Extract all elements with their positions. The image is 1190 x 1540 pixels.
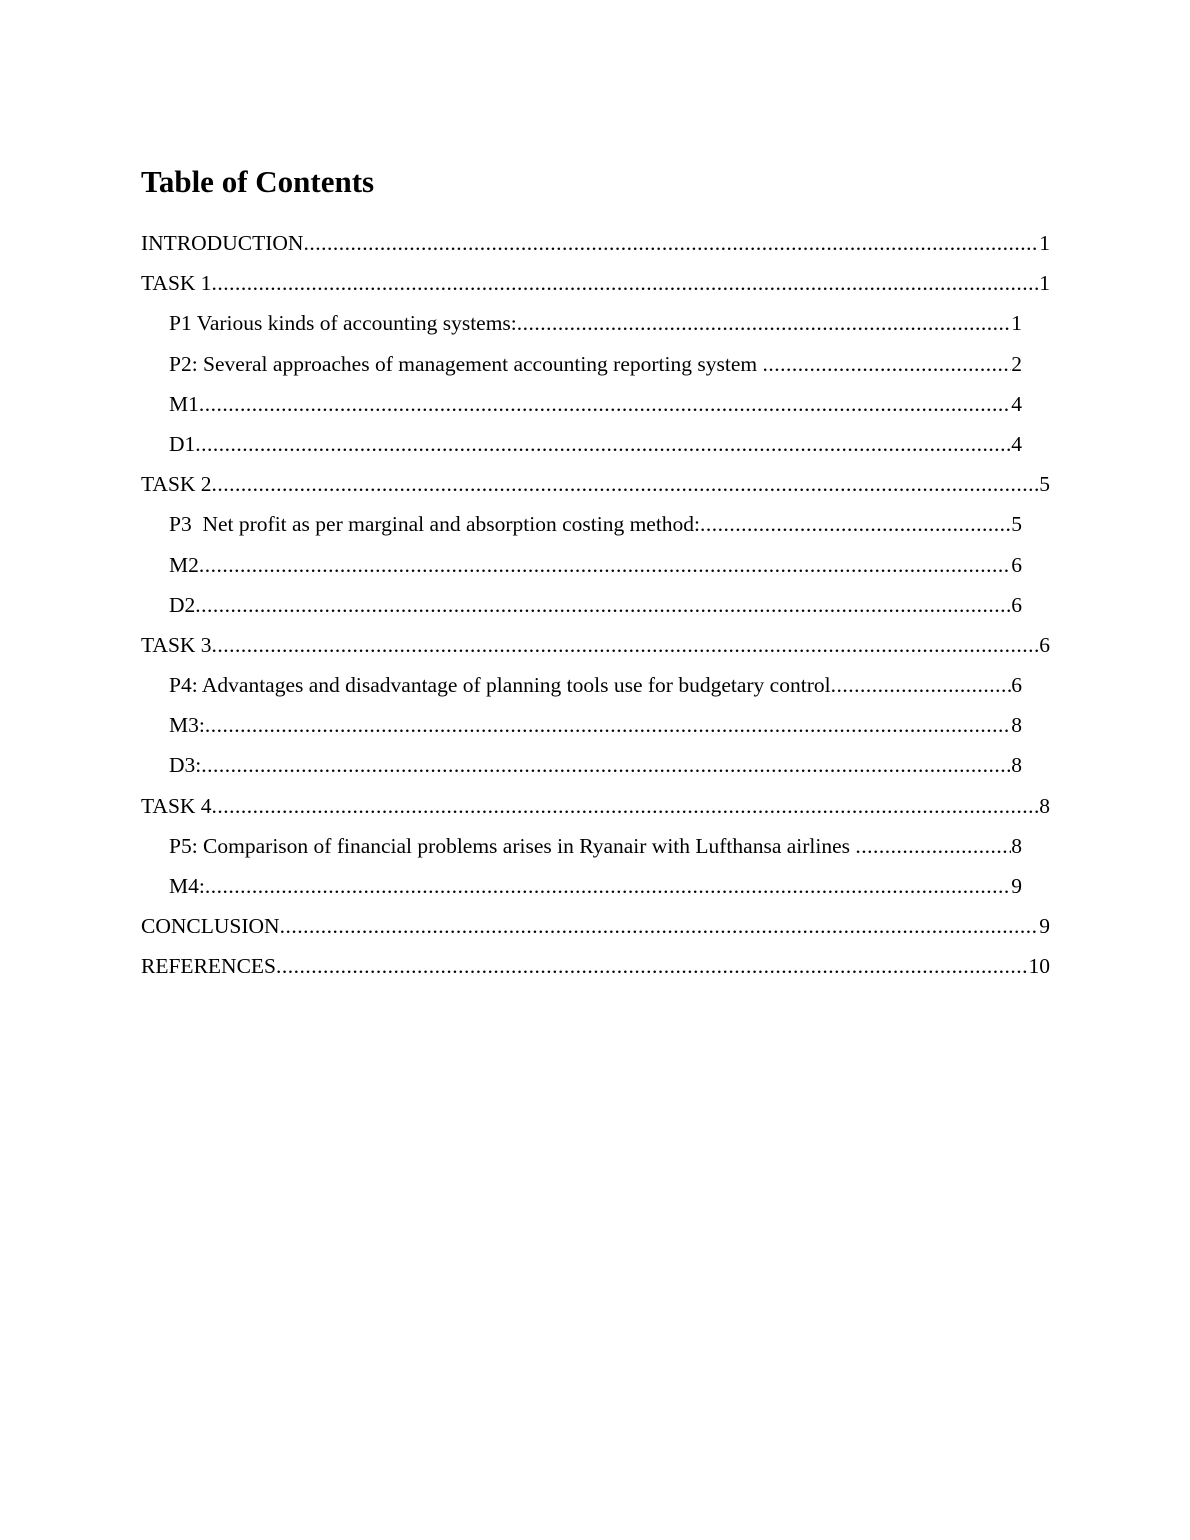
- toc-entry-label: P3 Net profit as per marginal and absorption costing method:: [169, 512, 701, 537]
- toc-entry-d3[interactable]: [169, 750, 1022, 790]
- dot-leader: [212, 791, 1040, 821]
- toc-entry-p5[interactable]: [169, 831, 1022, 871]
- toc-entry-m3[interactable]: [169, 710, 1022, 750]
- toc-entry-label: TASK 1: [141, 271, 212, 296]
- dot-leader: [199, 389, 1011, 419]
- toc-entry-label: REFERENCES: [141, 954, 276, 979]
- toc-entry-m2[interactable]: [169, 550, 1022, 590]
- dot-leader: [212, 268, 1040, 298]
- toc-entry-page: 4: [1011, 391, 1022, 416]
- dot-leader: [831, 670, 1012, 700]
- toc-entry-task-3[interactable]: [141, 630, 1050, 670]
- dot-leader: [280, 911, 1040, 941]
- toc-entry-page: 5: [1011, 512, 1022, 537]
- toc-entry-label: D2: [169, 592, 196, 617]
- toc-entry-page: 2: [1011, 351, 1022, 376]
- toc-entry-label: P1 Various kinds of accounting systems:: [169, 311, 517, 336]
- dot-leader: [303, 228, 1039, 258]
- toc-entry-page: 8: [1011, 753, 1022, 778]
- toc-entry-label: INTRODUCTION: [141, 231, 304, 255]
- toc-entry-page: 4: [1011, 431, 1022, 456]
- dot-leader: [517, 308, 1011, 338]
- dot-leader: [276, 951, 1029, 981]
- toc-entry-m4[interactable]: [169, 871, 1022, 911]
- toc-entry-label: TASK 2: [141, 472, 212, 497]
- toc-entry-label: P2: Several approaches of management accounting reporting system: [169, 351, 763, 376]
- toc-entry-page: 10: [1028, 954, 1050, 979]
- toc-entry-label: M2: [169, 552, 199, 577]
- dot-leader: [195, 429, 1011, 459]
- toc-entry-label: TASK 3: [141, 632, 212, 657]
- toc-entry-page: 8: [1039, 793, 1050, 818]
- toc-entry-task-2[interactable]: [141, 469, 1050, 509]
- dot-leader: [195, 590, 1011, 620]
- dot-leader: [212, 469, 1040, 499]
- toc-entry-page: 6: [1011, 592, 1022, 617]
- toc-entry-conclusion[interactable]: [141, 911, 1050, 951]
- toc-entry-m1[interactable]: [169, 389, 1022, 429]
- toc-entry-page: 1: [1011, 311, 1022, 336]
- dot-leader: [212, 630, 1040, 660]
- toc-entry-d2[interactable]: [169, 590, 1022, 630]
- toc-entry-label: TASK 4: [141, 793, 212, 818]
- toc-entry-page: 5: [1039, 472, 1050, 497]
- dot-leader: [762, 349, 1011, 379]
- toc-entry-references[interactable]: [141, 951, 1050, 991]
- toc-entry-label: D3:: [169, 753, 202, 778]
- toc-entry-introduction[interactable]: [141, 228, 1050, 268]
- toc-entry-p2[interactable]: [169, 349, 1022, 389]
- toc-entry-label: D1: [169, 431, 196, 456]
- toc-entry-p3[interactable]: [169, 509, 1022, 549]
- dot-leader: [855, 831, 1011, 861]
- toc-entry-label: P5: Comparison of financial problems arises in Ryanair with Lufthansa airlines: [169, 833, 856, 858]
- toc-entry-d1[interactable]: [169, 429, 1022, 469]
- toc-entry-label: CONCLUSION: [141, 914, 280, 939]
- toc-entry-page: 6: [1011, 552, 1022, 577]
- toc-entry-p1[interactable]: [169, 308, 1022, 348]
- dot-leader: [199, 550, 1011, 580]
- dot-leader: [205, 871, 1011, 901]
- toc-entry-page: 1: [1039, 231, 1050, 255]
- toc-entry-p4[interactable]: [169, 670, 1022, 710]
- toc-entry-page: 8: [1011, 833, 1022, 858]
- dot-leader: [700, 509, 1011, 539]
- toc-entry-page: 9: [1011, 874, 1022, 898]
- toc-entry-page: 8: [1011, 713, 1022, 738]
- toc-entry-task-4[interactable]: [141, 791, 1050, 831]
- toc-entry-page: 1: [1039, 271, 1050, 296]
- toc-entry-label: M1: [169, 391, 199, 416]
- toc-entry-page: 6: [1039, 632, 1050, 657]
- toc-entry-page: 9: [1039, 914, 1050, 939]
- toc-entry-label: M3:: [169, 713, 205, 738]
- toc-entry-task-1[interactable]: [141, 268, 1050, 308]
- toc-entry-page: 6: [1011, 673, 1022, 698]
- dot-leader: [201, 750, 1011, 780]
- toc-entry-label: P4: Advantages and disadvantage of planning tools use for budgetary control: [169, 673, 831, 698]
- toc-heading: Table of Contents: [141, 164, 375, 199]
- dot-leader: [205, 710, 1011, 740]
- toc-entry-label: M4:: [169, 874, 205, 898]
- toc-list: [141, 228, 1050, 992]
